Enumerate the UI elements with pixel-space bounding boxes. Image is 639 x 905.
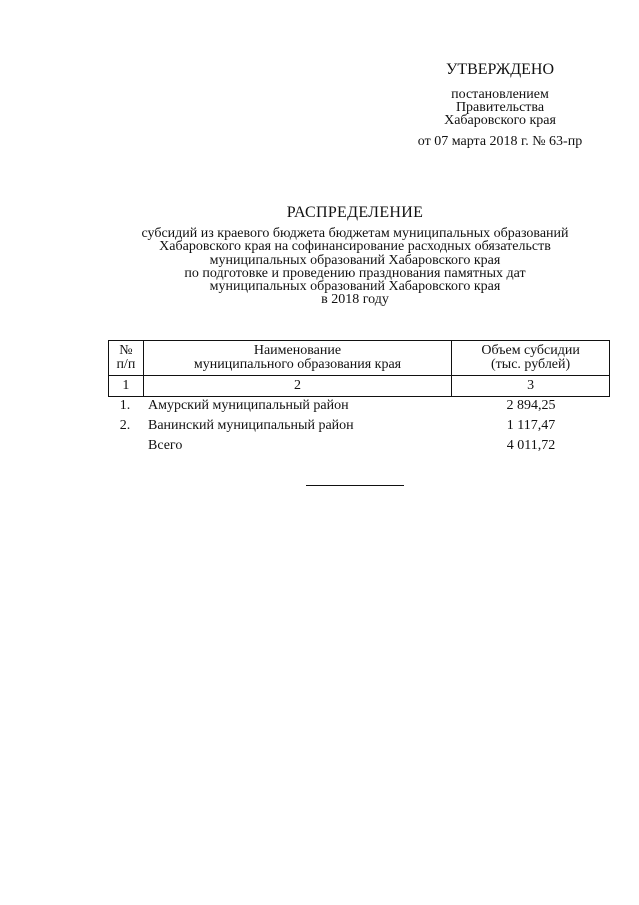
subtitle-line: муниципальных образований Хабаровского края <box>209 252 501 268</box>
end-divider <box>306 485 404 486</box>
row-num: 1. <box>119 398 131 413</box>
approval-date: от 07 марта 2018 г. № 63-пр <box>417 134 583 149</box>
distribution-table-header <box>108 340 610 397</box>
header-value <box>452 341 610 376</box>
row-value: 4 011,72 <box>506 438 556 453</box>
subtitle-line: в 2018 году <box>321 292 389 308</box>
approval-stamp <box>380 62 620 149</box>
row-name: Ванинский муниципальный район <box>148 418 354 433</box>
row-value: 1 117,47 <box>506 418 556 433</box>
subtitle-line: субсидий из краевого бюджета бюджетам муниципальных образований <box>141 226 569 241</box>
subtitle-line: муниципальных образований Хабаровского края <box>209 279 501 295</box>
header-text: муниципального образования края <box>193 357 402 372</box>
subtitle-line: по подготовке и проведению празднования памятных дат <box>184 265 526 281</box>
approval-line: Правительства <box>455 100 545 115</box>
approval-line: Хабаровского края <box>444 113 556 128</box>
subtitle-line: Хабаровского края на софинансирование расходных обязательств <box>159 239 551 255</box>
table-row <box>108 398 610 418</box>
header-text: Объем субсидии <box>481 343 580 358</box>
header-text: (тыс. рублей) <box>491 357 571 372</box>
row-num: 2. <box>119 418 131 433</box>
header-num <box>109 341 144 376</box>
column-number: 2 <box>143 376 451 397</box>
header-row <box>109 341 610 376</box>
document-heading <box>100 205 610 307</box>
row-value: 2 894,25 <box>506 398 556 413</box>
table-row-total <box>108 438 610 458</box>
column-number: 1 <box>109 376 144 397</box>
column-number: 3 <box>452 376 610 397</box>
column-number-row <box>109 376 610 397</box>
header-text: Наименование <box>253 343 342 358</box>
header-text: № <box>119 343 133 358</box>
row-name: Всего <box>148 438 183 453</box>
document-title: РАСПРЕДЕЛЕНИЕ <box>286 204 424 221</box>
header-text: п/п <box>116 357 136 372</box>
header-name <box>143 341 451 376</box>
approval-word: УТВЕРЖДЕНО <box>445 61 554 78</box>
approval-line: постановлением <box>451 87 549 102</box>
table-row <box>108 418 610 438</box>
row-name: Амурский муниципальный район <box>148 398 349 413</box>
document-subtitle <box>100 227 610 307</box>
distribution-table-body <box>108 398 610 458</box>
